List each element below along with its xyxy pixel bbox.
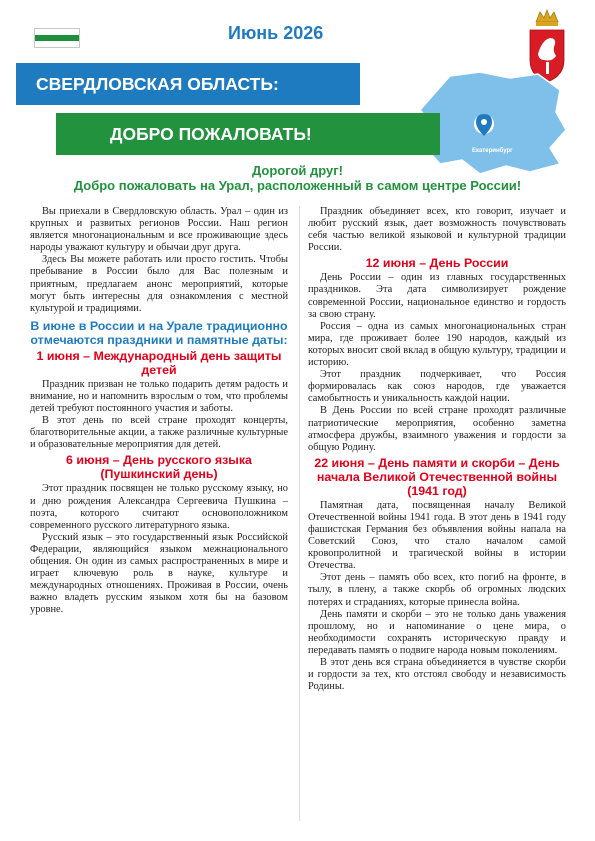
sverdlovsk-flag-icon [34,28,80,48]
greeting-line1: Дорогой друг! [251,163,344,178]
memory-paragraph: В этот день вся страна объединяется в чувстве скорби и гордости за тех, кто отстоял свободу и независимость Родины. [308,657,566,693]
memory-paragraph: Памятная дата, посвященная началу Великой Отечественной войны 1941 года. В этот день в 1941 году фашистская Германия без объявления войны напала на Советский Союз, что стало началом самой кровопролитной и трагической войны в истории Отечества. [308,499,566,572]
language-paragraph: Праздник объединяет всех, кто говорит, изучает и любит русский язык, дает возможность почувствовать себя частью великой языковой и культурной традиции России. [308,206,566,254]
language-paragraph: Русский язык – это государственный язык Российской Федерации, являющийся языком межнационального общения. Он один из самых распространенных в мире и играет ключевую роль в науке, культуре и международных отношениях. Проживая в России, очень важно владеть русским языком хотя бы на базовом уровне. [30,531,288,616]
section-heading: В июне в России и на Урале традиционно отмечаются праздники и памятные даты: [30,318,288,347]
map-city-label: Екатеринбург [472,148,513,154]
greeting-line2: Добро пожаловать на Урал, расположенный в самом центре России! [73,178,522,193]
language-paragraph: Этот праздник посвящен не только русскому языку, но и дню рождения Александра Сергеевича Пушкина – поэта, которого считают основоположником современного русского литературного языка. [30,483,288,531]
issue-date: Июнь 2026 [228,23,324,43]
column-divider [299,206,300,821]
greeting [30,163,565,193]
memory-paragraph: День памяти и скорби – это не только дань уважения прошлому, но и напоминание о цене мира, о необходимости сохранять историческую правду и передавать память о подвиге народа новым поколениям. [308,608,566,656]
intro-paragraph: Здесь Вы можете работать или просто гостить. Чтобы пребывание в России было для Вас полезным и приятным, предлагаем анонс мероприятий, которые могут быть интересны для ознакомления с местной культурой и традициями. [30,254,288,314]
russia-paragraph: В День России по всей стране проходят различные патриотические мероприятия, особенно заметна атмосфера дружбы, взаимного уважения и гордости за общую Родину. [308,405,566,453]
title-banner-region: СВЕРДЛОВСКАЯ ОБЛАСТЬ: [16,63,360,105]
heading-children-day: 1 июня – Международный день защиты детей [36,348,282,377]
intro-paragraph: Вы приехали в Свердловскую область. Урал – один из крупных и развитых регионов России. Наш регион является многонациональным и все проживающие здесь народы уважают культуру и обычаи друг друга. [30,206,288,254]
title-banner-welcome: ДОБРО ПОЖАЛОВАТЬ! [56,113,440,155]
memory-paragraph: Этот день – память обо всех, кто погиб на фронте, в тылу, в плену, а также скорбь об огромных людских потерях и страданиях, которые принесла война. [308,572,566,608]
children-paragraph: В этот день по всей стране проходят концерты, благотворительные акции, а также различные культурные и образовательные мероприятия для детей. [30,415,288,451]
heading-russia-day: 12 июня – День России [365,256,509,271]
heading-memory-day: 22 июня – День памяти и скорби – День начала Великой Отечественной войны (1941 год) [314,455,560,498]
heading-language-day: 6 июня – День русского языка (Пушкинский день) [66,453,252,482]
russia-paragraph: День России – один из главных государственных праздников. Эта дата символизирует рождение современной России, национальное единство и гордость за свою страну. [308,272,566,320]
russia-paragraph: Россия – одна из самых многонациональных стран мира, где проживает более 190 народов, каждый из которых вносит свой вклад в общую культуру, традиции и историю. [308,320,566,369]
left-column [30,206,288,616]
russia-paragraph: Этот праздник подчеркивает, что Россия формировалась как союз народов, где уважается самобытность и уникальность каждой нации. [308,369,566,405]
children-paragraph: Праздник призван не только подарить детям радость и внимание, но и напомнить взрослым о том, что проблемы детей требуют постоянного участия и заботы. [30,378,288,415]
right-column [308,206,566,693]
